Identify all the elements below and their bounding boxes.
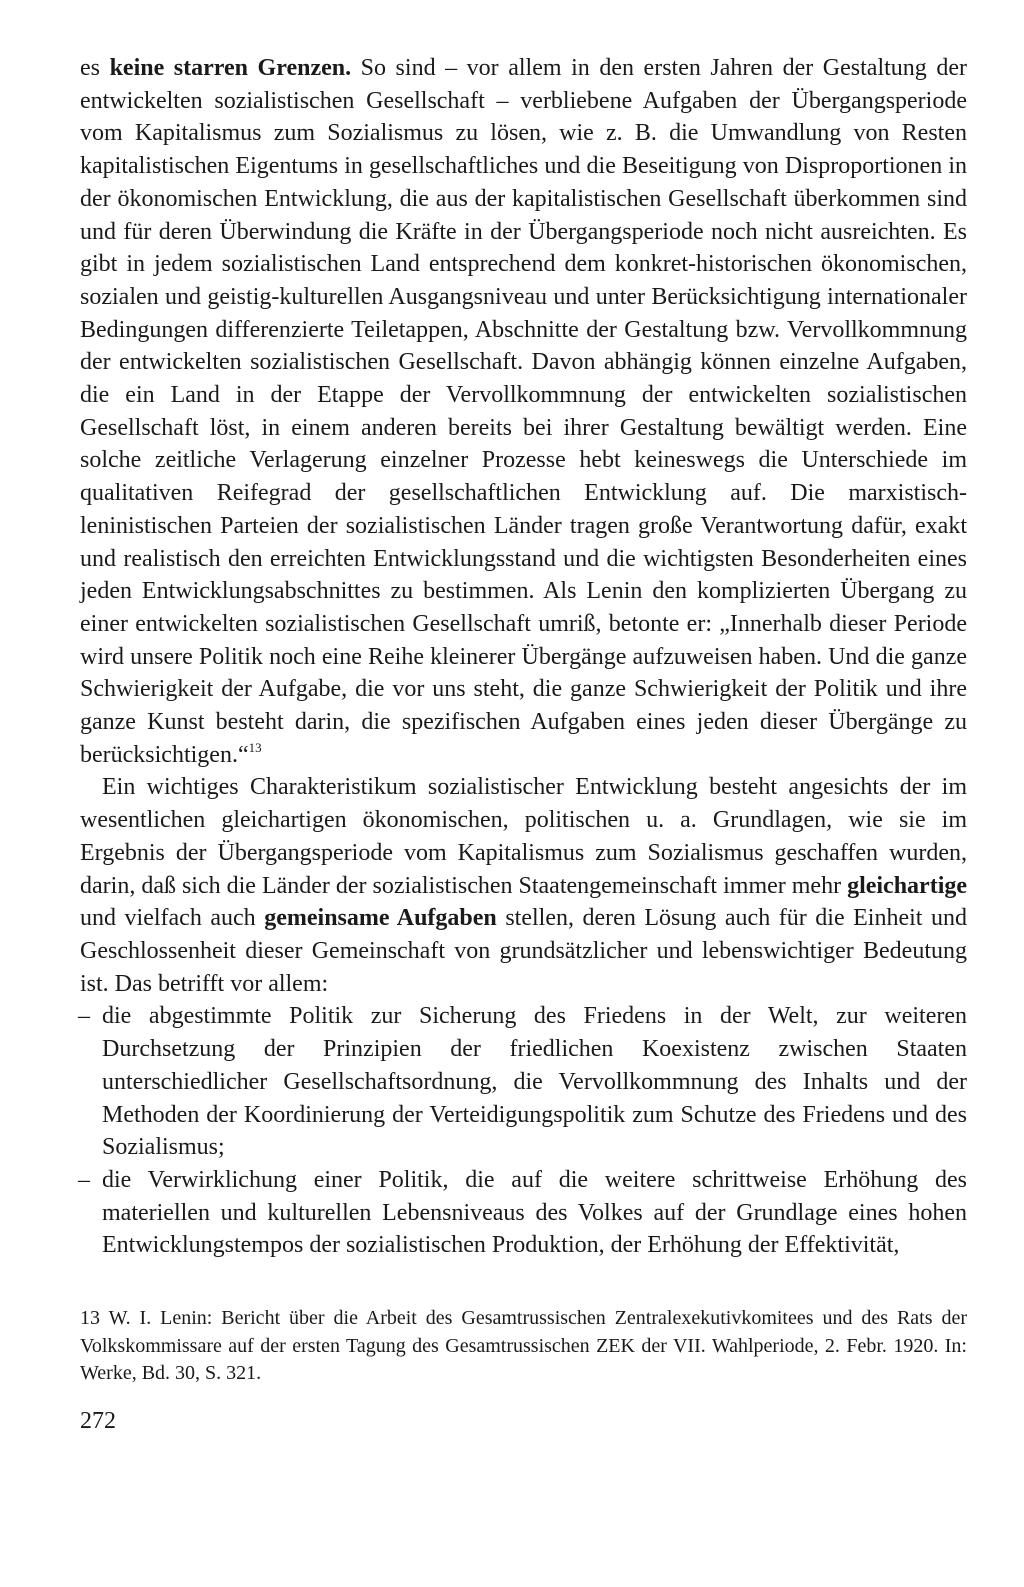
dash-marker: – xyxy=(78,1166,90,1193)
paragraph-2-text-c: stellen, deren Lösung auch für die Einheit und Geschlossenheit dieser Gemeinschaft von grundsätzlicher und lebenswichtiger Bedeutung ist. Das betrifft vor allem: xyxy=(80,905,968,997)
paragraph-2-emphasis-2: gemeinsame Aufgaben xyxy=(264,905,497,932)
list-item-text: die Verwirklichung einer Politik, die auf die weitere schrittweise Erhöhung des materiellen und kulturellen Lebensniveaus des Volkes auf der Grundlage eines hohen Entwicklungstempos der sozialistischen Produktion, der Erhöhung der Effektivität, xyxy=(102,1166,967,1259)
paragraph-2-emphasis-1: gleichartige xyxy=(847,872,968,899)
dash-marker: – xyxy=(78,1003,90,1030)
list-item-text: die abgestimmte Politik zur Sicherung des Friedens in der Welt, zur weiteren Durchsetzung der Prinzipien der friedlichen Koexistenz zwischen Staaten unterschiedlicher Gesellschaftsordnung, die Vervollkommnung des Inhalts und der Methoden der Koordinierung der Verteidigungspolitik zum Schutze des Friedens und des Sozialismus; xyxy=(102,1003,967,1161)
paragraph-1-start: es xyxy=(80,55,110,81)
page-body xyxy=(80,52,967,1262)
footnote-reference[interactable]: 13 xyxy=(248,739,262,755)
list-item xyxy=(80,1164,967,1262)
list-item xyxy=(80,1000,967,1164)
paragraph-1 xyxy=(80,52,967,771)
page-number: 272 xyxy=(80,1408,116,1434)
paragraph-2-text-a: Ein wichtiges Charakteristikum sozialistischer Entwicklung besteht angesichts der im wesentlichen gleichartigen ökonomischen, politischen u. a. Grundlagen, wie sie im Ergebnis der Übergangsperiode vom Kapitalismus zum Sozialismus geschaffen wurden, darin, daß sich die Länder der sozialistischen Staatengemeinschaft immer mehr xyxy=(80,774,967,899)
footnote: 13 W. I. Lenin: Bericht über die Arbeit des Gesamtrussischen Zentralexekutivkomitees und des Rats der Volkskommissare auf der ersten Tagung des Gesamtrussischen ZEK der VII. Wahlperiode, 2. Febr. 1920. In: Werke, Bd. 30, S. 321. xyxy=(80,1307,967,1384)
bullet-list xyxy=(80,1000,967,1262)
paragraph-1-text: So sind – vor allem in den ersten Jahren der Gestaltung der entwickelten sozialistischen Gesellschaft – verbliebene Aufgaben der Übergangsperiode vom Kapitalismus zum Sozialismus zu lösen, wie z. B. die Umwandlung von Resten kapitalistischen Eigentums in gesellschaftliches und die Beseitigung von Disproportionen in der ökonomischen Entwicklung, die aus der kapitalistischen Gesellschaft überkommen sind und für deren Überwindung die Kräfte in der Übergangsperiode noch nicht ausreichten. Es gibt in jedem sozialistischen Land entsprechend dem konkret-historischen ökonomischen, sozialen und geistig-kulturellen Ausgangsniveau und unter Berücksichtigung internationaler Bedingungen differenzierte Teiletappen, Abschnitte der Gestaltung bzw. Vervollkommnung der entwickelten sozialistischen Gesellschaft. Davon abhängig können einzelne Aufgaben, die ein Land in der Etappe der Vervollkommnung der entwickelten sozialistischen Gesellschaft löst, in einem anderen bereits bei ihrer Gestaltung bewältigt werden. Eine solche zeitliche Verlagerung einzelner Prozesse hebt keineswegs die Unterschiede im qualitativen Reifegrad der gesellschaftlichen Entwicklung auf. Die marxistisch-leninistischen Parteien der sozialistischen Länder tragen große Verantwortung dafür, exakt und realistisch den erreichten Entwicklungsstand und die wichtigsten Besonderheiten eines jeden Entwicklungsabschnittes zu bestimmen. Als Lenin den komplizierten Übergang zu einer entwickelten sozialistischen Gesellschaft umriß, betonte er: „Innerhalb dieser Periode wird unsere Politik noch eine Reihe kleinerer Übergänge aufzuweisen haben. Und die ganze Schwierigkeit der Aufgabe, die vor uns steht, die ganze Schwierigkeit der Politik und ihre ganze Kunst besteht darin, die spezifischen Aufgaben eines jeden dieser Übergänge zu berücksichtigen.“ xyxy=(80,55,967,768)
paragraph-1-emphasis: keine starren Grenzen. xyxy=(109,55,352,81)
paragraph-2-text-b: und vielfach auch xyxy=(80,905,265,932)
paragraph-2 xyxy=(80,771,967,1000)
